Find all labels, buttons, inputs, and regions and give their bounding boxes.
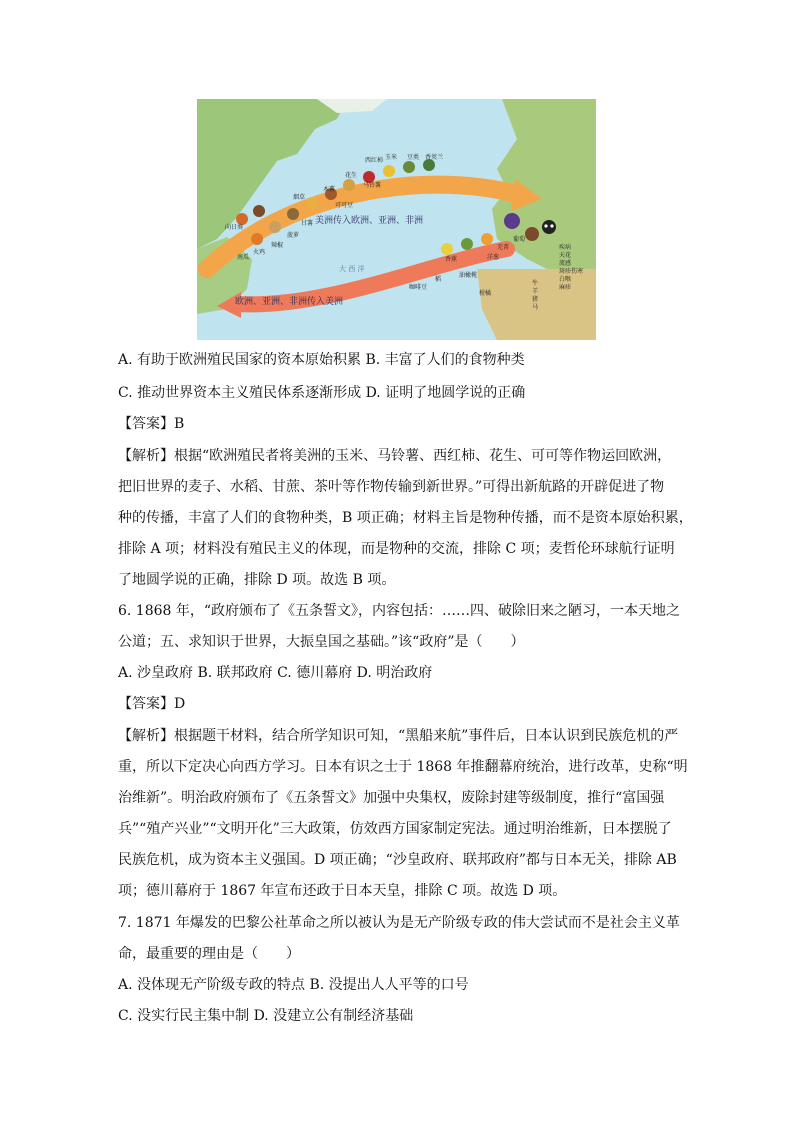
- q5-analysis-line: 【解析】根据“欧洲殖民者将美洲的玉米、马铃薯、西红柿、花生、可可等作物运回欧洲，: [118, 448, 672, 464]
- import-label: 香蕉: [445, 256, 458, 263]
- import-label: 牛: [532, 280, 539, 287]
- import-label: 葡萄: [513, 236, 526, 243]
- crop-label: 辣椒: [271, 242, 284, 249]
- q7-options-ab: A. 没体现无产阶级专政的特点 B. 没提出人人平等的口号: [118, 977, 469, 993]
- crop-label: 向日葵: [225, 224, 244, 231]
- disease-label: 麻疹: [559, 284, 572, 291]
- q6-analysis-line: 民族危机，成为资本主义强国。D 项正确；“沙皇政府、联邦政府”都与日本无关，排除 AB: [118, 852, 677, 868]
- crop-label: 菠萝: [287, 232, 300, 239]
- crop-label: 花生: [345, 172, 358, 179]
- map-illustration: [197, 99, 596, 340]
- q5-analysis-line: 排除 A 项；材料没有殖民主义的体现，而是物种的交流，排除 C 项；麦哲伦环球航行证明: [118, 541, 675, 557]
- q5-analysis-line: 把旧世界的麦子、水稻、甘蔗、茶叶等作物传输到新世界。”可得出新航路的开辟促进了物: [118, 479, 665, 495]
- crop-label: 可可豆: [335, 202, 354, 209]
- import-label: 羊: [532, 288, 539, 295]
- q6-analysis-line: 治维新”。明治政府颁布了《五条誓文》加强中央集权，废除封建等级制度，推行“富国强: [118, 790, 665, 806]
- disease-label: 天花: [559, 252, 572, 259]
- q5-analysis-line: 种的传播，丰富了人们的食物种类，B 项正确；材料主旨是物种传播，而不是资本原始积累，: [118, 510, 693, 526]
- disease-label: 疾病: [559, 244, 572, 251]
- crop-label: 南瓜: [237, 254, 250, 261]
- exchange-map-figure: [197, 99, 596, 340]
- skull-icon: [542, 220, 556, 234]
- crop-label: 豆类: [407, 154, 420, 161]
- q6-analysis-line: 兵”“殖产兴业”“文明开化”三大政策，仿效西方国家制定宪法。通过明治维新，日本摆脱了: [118, 821, 672, 837]
- import-label: 咖啡豆: [409, 284, 428, 291]
- disease-label: 白喉: [559, 276, 572, 283]
- crop-label: 烟草: [293, 194, 306, 201]
- q5-answer: 【答案】B: [118, 416, 185, 432]
- q6-stem-line: 公道；五、求知识于世界，大振皇国之基础。”该“政府”是（ ）: [118, 634, 525, 650]
- q5-options-ab: A. 有助于欧洲殖民国家的资本原始积累 B. 丰富了人们的食物种类: [118, 352, 525, 368]
- q6-options: A. 沙皇政府 B. 联邦政府 C. 德川幕府 D. 明治政府: [118, 665, 433, 681]
- crop-label: 火鸡: [253, 249, 266, 256]
- crop-label: 甘薯: [301, 220, 314, 227]
- disease-label: 斑疹伤寒: [559, 268, 584, 275]
- import-label: 芜菁: [497, 244, 510, 251]
- bottom-arrow-label: 欧洲、亚洲、非洲传入美洲: [235, 297, 344, 307]
- import-label: 稻: [435, 276, 442, 283]
- import-label: 猪: [532, 296, 539, 303]
- q7-stem-line: 7. 1871 年爆发的巴黎公社革命之所以被认为是无产阶级专政的伟大尝试而不是社会主义革: [118, 915, 680, 931]
- crop-label: 马铃薯: [363, 182, 382, 189]
- q5-options-cd: C. 推动世界资本主义殖民体系逐渐形成 D. 证明了地圆学说的正确: [118, 385, 526, 401]
- crop-label: 香荚兰: [425, 154, 444, 161]
- q5-analysis-line: 了地圆学说的正确，排除 D 项。故选 B 项。: [118, 572, 396, 588]
- crop-label: 西红柿: [365, 157, 384, 164]
- q6-analysis-line: 项；德川幕府于 1867 年宣布还政于日本天皇，排除 C 项。故选 D 项。: [118, 883, 567, 899]
- crop-label: 木薯: [323, 186, 336, 193]
- disease-label: 流感: [559, 260, 572, 267]
- q7-stem-line: 命，最重要的理由是（ ）: [118, 946, 300, 962]
- import-label: 马: [532, 304, 539, 311]
- q6-answer: 【答案】D: [118, 696, 186, 712]
- import-label: 油橄榄: [459, 272, 478, 279]
- import-label: 洋葱: [487, 254, 500, 261]
- crop-label: 玉米: [385, 154, 398, 161]
- ocean-label: 大 西 洋: [339, 265, 365, 273]
- q6-analysis-line: 重，所以下定决心向西方学习。日本有识之士于 1868 年推翻幕府统治，进行改革，史称“明: [118, 759, 688, 775]
- q7-options-cd: C. 没实行民主集中制 D. 没建立公有制经济基础: [118, 1008, 414, 1024]
- q6-analysis-line: 【解析】根据题干材料，结合所学知识可知，“黑船来航”事件后，日本认识到民族危机的严: [118, 728, 679, 744]
- top-arrow-label: 美洲传入欧洲、亚洲、非洲: [315, 216, 424, 226]
- import-label: 柑橘: [479, 290, 492, 297]
- q6-stem-line: 6. 1868 年，“政府颁布了《五条誓文》，内容包括：……四、破除旧来之陋习，一本天地之: [118, 603, 681, 619]
